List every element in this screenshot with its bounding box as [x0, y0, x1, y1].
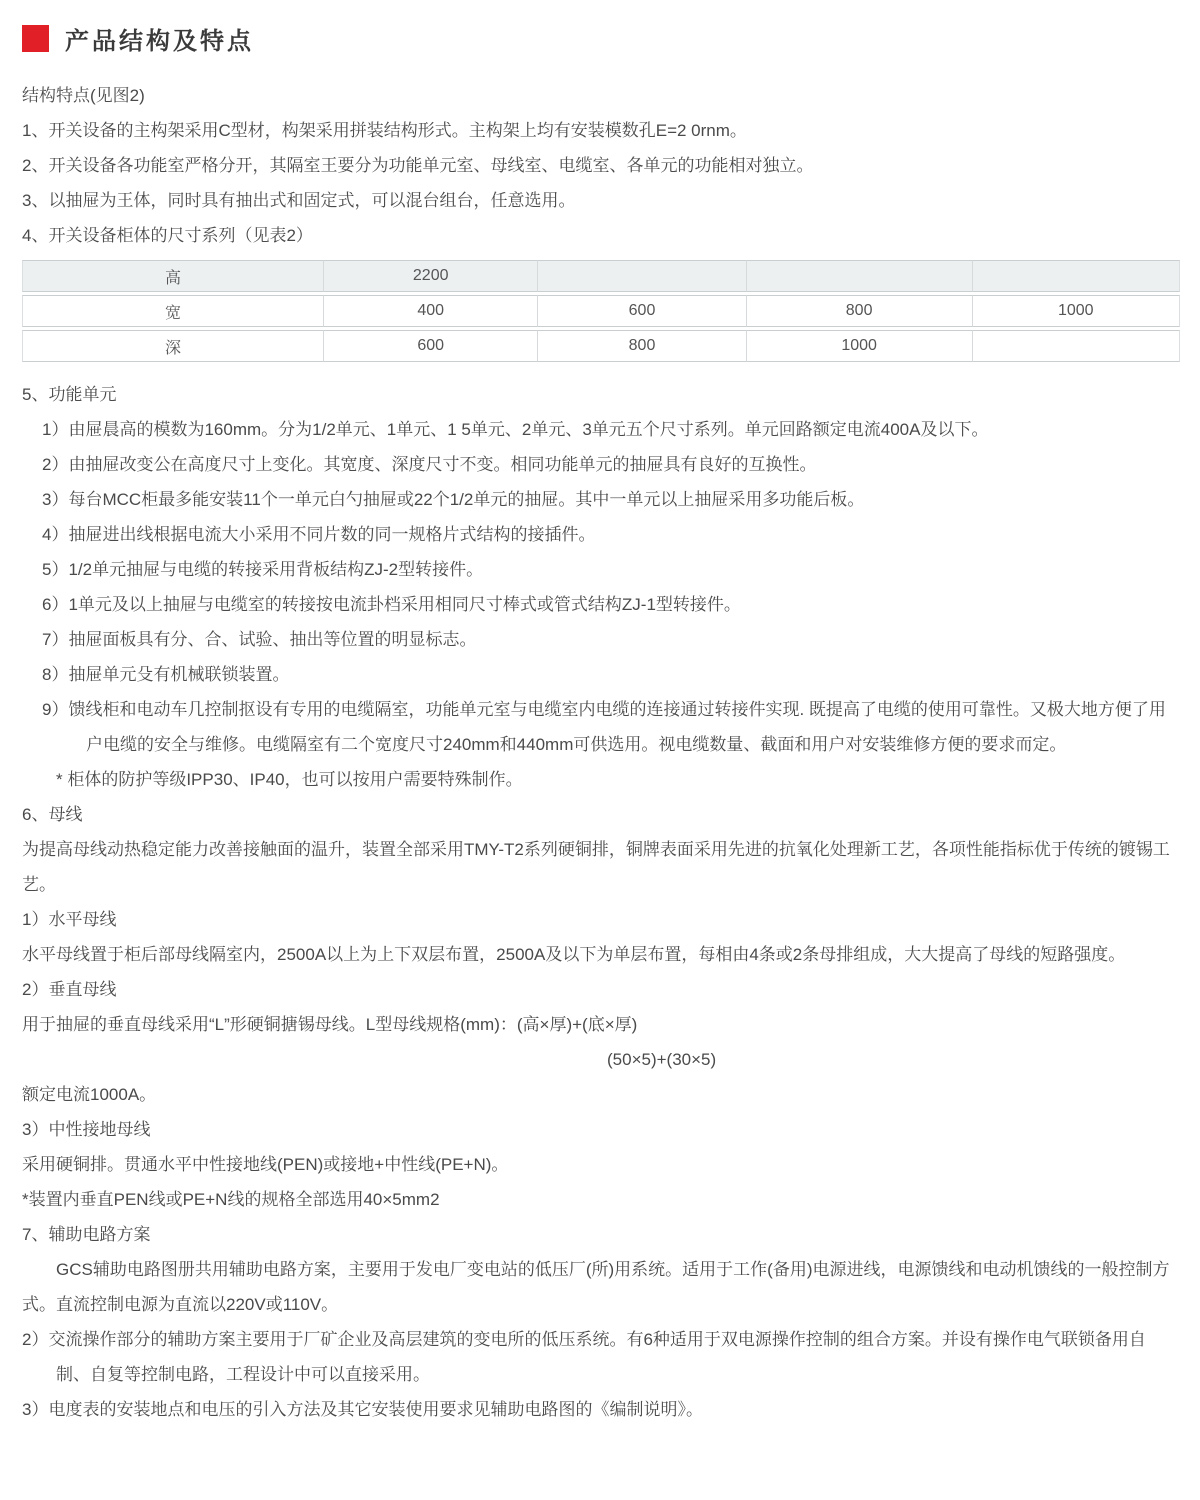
vertical-busbar-body: 用于抽屉的垂直母线采用“L”形硬铜搪锡母线。L型母线规格(mm)：(高×厚)+(底×厚) [22, 1015, 638, 1034]
table-cell: 800 [537, 330, 745, 362]
table-cell: 600 [323, 330, 537, 362]
section-title-row [22, 18, 1178, 58]
structure-feature-item: 4、开关设备柜体的尺寸系列（见表2） [22, 226, 313, 245]
table-cell [537, 260, 745, 292]
table-cell: 400 [323, 295, 537, 327]
auxiliary-item: 3）电度表的安装地点和电压的引入方法及其它安装使用要求见辅助电路图的《编制说明》。 [22, 1400, 703, 1419]
auxiliary-heading: 7、辅助电路方案 [22, 1225, 151, 1244]
neutral-busbar-body: 采用硬铜排。贯通水平中性接地线(PEN)或接地+中性线(PE+N)。 [22, 1155, 509, 1174]
table-cell [746, 260, 972, 292]
functional-unit-item: 2）由抽屉改变公在高度尺寸上变化。其宽度、深度尺寸不变。相同功能单元的抽屉具有良好的互换性。 [42, 455, 817, 474]
busbar-intro: 为提高母线动热稳定能力改善接触面的温升，装置全部采用TMY-T2系列硬铜排，铜牌表面采用先进的抗氧化处理新工艺，各项性能指标优于传统的镀锡工艺。 [22, 840, 1170, 894]
functional-unit-item: 5）1/2单元抽屉与电缆的转接采用背板结构ZJ-2型转接件。 [42, 560, 484, 579]
table-cell [972, 330, 1180, 362]
auxiliary-paragraph: GCS辅助电路图册共用辅助电路方案，主要用于发电厂变电站的低压厂(所)用系统。适用于工作(备用)电源进线，电源馈线和电动机馈线的一般控制方式。直流控制电源为直流以220V或110V。 [22, 1260, 1170, 1314]
neutral-busbar-heading: 3）中性接地母线 [22, 1120, 151, 1139]
functional-unit-item: 7）抽屉面板具有分、合、试验、抽出等位置的明显标志。 [42, 630, 477, 649]
structure-feature-item: 1、开关设备的主构架采用C型材，构架采用拼装结构形式。主构架上均有安装模数孔E=2 0rnm。 [22, 121, 747, 140]
table-cell: 2200 [323, 260, 537, 292]
functional-unit-item: 8）抽屉单元殳有机械联锁装置。 [42, 665, 290, 684]
table-row [22, 295, 1180, 327]
vertical-busbar-heading: 2）垂直母线 [22, 980, 117, 999]
busbar-spec-formula: (50×5)+(30×5) [607, 1050, 717, 1069]
cabinet-size-table [22, 257, 1180, 365]
table-row [22, 330, 1180, 362]
table-row [22, 260, 1180, 292]
table-cell: 1000 [972, 295, 1180, 327]
rated-current-line: 额定电流1000A。 [22, 1085, 157, 1104]
auxiliary-item: 2）交流操作部分的辅助方案主要用于厂矿企业及高层建筑的变电所的低压系统。有6种适用于双电源操作控制的组合方案。并设有操作电气联锁备用自制、自复等控制电路，工程设计中可以直接采用。 [22, 1330, 1146, 1384]
functional-units-heading: 5、功能单元 [22, 385, 117, 404]
table-cell: 800 [746, 295, 972, 327]
functional-unit-item: 9）馈线柜和电动车几控制抠设有专用的电缆隔室，功能单元室与电缆室内电缆的连接通过转接件实现. 既提高了电缆的使用可靠性。又极大地方便了用户电缆的安全与维修。电缆隔室有二个宽度尺寸240mm和440mm可供选用。视电缆数量、截面和用户对安装维修方便的要求而定。 [42, 700, 1166, 754]
horizontal-busbar-body: 水平母线置于柜后部母线隔室内，2500A以上为上下双层布置，2500A及以下为单层布置，每相由4条或2条母排组成，大大提高了母线的短路强度。 [22, 945, 1126, 964]
functional-unit-item: 4）抽屉进出线根据电流大小采用不同片数的同一规格片式结构的接插件。 [42, 525, 596, 544]
functional-unit-item: 3）每台MCC柜最多能安装11个一单元白勺抽屉或22个1/2单元的抽屉。其中一单元以上抽屉采用多功能后板。 [42, 490, 865, 509]
red-square-icon [22, 25, 49, 52]
structure-features-subtitle: 结构特点(见图2) [22, 86, 145, 105]
neutral-busbar-note: *装置内垂直PEN线或PE+N线的规格全部选用40×5mm2 [22, 1190, 440, 1209]
page-title: 产品结构及特点 [65, 27, 254, 55]
busbar-heading: 6、母线 [22, 805, 83, 824]
table-cell: 600 [537, 295, 745, 327]
table-cell-label: 宽 [22, 295, 323, 327]
table-cell-label: 高 [22, 260, 323, 292]
structure-feature-item: 2、开关设备各功能室严格分开，其隔室王要分为功能单元室、母线室、电缆室、各单元的功能相对独立。 [22, 156, 814, 175]
table-cell-label: 深 [22, 330, 323, 362]
protection-grade-note: * 柜体的防护等级IPP30、IP40，也可以按用户需要特殊制作。 [56, 770, 523, 789]
structure-feature-item: 3、以抽屉为王体，同时具有抽出式和固定式，可以混台组台，任意选用。 [22, 191, 576, 210]
table-cell: 1000 [746, 330, 972, 362]
functional-unit-item: 6）1单元及以上抽屉与电缆室的转接按电流卦档采用相同尺寸棒式或管式结构ZJ-1型转接件。 [42, 595, 741, 614]
table-cell [972, 260, 1180, 292]
functional-unit-item: 1）由屉晨高的模数为160mm。分为1/2单元、1单元、1 5单元、2单元、3单元五个尺寸系列。单元回路额定电流400A及以下。 [42, 420, 989, 439]
horizontal-busbar-heading: 1）水平母线 [22, 910, 117, 929]
